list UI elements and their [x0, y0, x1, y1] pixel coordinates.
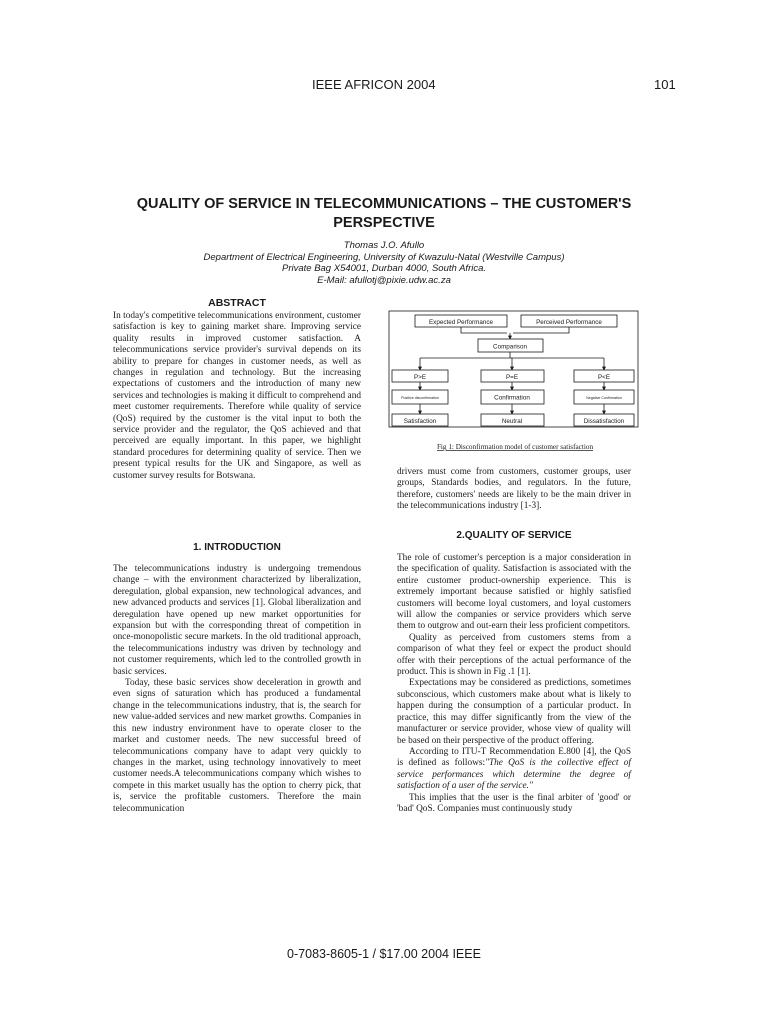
label-confirmation: Confirmation	[494, 394, 530, 402]
intro-body	[113, 564, 361, 815]
connector-expected	[461, 327, 507, 333]
author-address: Private Bag X54001, Durban 4000, South Africa.	[281, 263, 487, 274]
continuation-paragraph: drivers must come from customers, customer groups, user groups, Standards bodies, and regulators. In the future, therefore, customers' needs are likely to be the main driver in the telecommunications industry [1-3].	[397, 467, 631, 512]
e800-intro: According to ITU-T Recommendation E.800 [4], the QoS is defined as follows:	[397, 746, 631, 769]
abstract-heading: ABSTRACT	[208, 297, 266, 309]
label-p-gt-e: P>E	[413, 374, 427, 381]
author-block	[100, 240, 668, 286]
label-p-eq-e: P=E	[505, 374, 519, 381]
intro-heading: 1. INTRODUCTION	[193, 542, 281, 553]
paper-title	[100, 195, 668, 233]
qos-paragraph-2: Quality as perceived from customers stems from a comparison of what they feel or expect the product should offer with their perceptions of the actual performance of the product. This is shown in Fig .1 [1].	[397, 632, 631, 678]
label-perceived-performance: Perceived Performance	[536, 319, 602, 326]
intro-paragraph-1: The telecommunications industry is undergoing tremendous change – with the environment characterized by liberalization, deregulation, global expansion, new technological advances, and new advanced products and services [1]. Global liberalization and deregulation have opened up new market opportunities for expansion but with the corresponding threat of competition in once-monopolistic secure markets. In the old traditional approach, the telecommunications industry was driven by technology and not customer requirements, which led to the controlled growth in basic services.	[113, 564, 361, 677]
author-email: E-Mail: afullotj@pixie.udw.ac.za	[317, 274, 451, 286]
abstract-body	[113, 311, 361, 482]
qos-paragraph-3: Expectations may be considered as predictions, sometimes subconscious, which customers make about what is likely to happen during the consumption of a particular product. In practice, this may differ significantly from the view of the manufacturer or service provider, whose view of quality will be based on their perspective of the product offering.	[397, 678, 631, 746]
author-name: Thomas J.O. Afullo	[343, 240, 425, 251]
figure-caption: Fig 1: Disconfirmation model of customer satisfaction	[436, 443, 594, 451]
qos-heading: 2.QUALITY OF SERVICE	[456, 530, 572, 541]
running-head: IEEE AFRICON 2004	[312, 77, 436, 92]
label-p-lt-e: P<E	[597, 374, 611, 381]
e800-definition: "The QoS is the collective effect of service performances which determine the degree of satisfaction of a user of the service."	[397, 758, 631, 792]
connector-perceived	[513, 327, 569, 333]
footer-isbn: 0-7083-8605-1 / $17.00 2004 IEEE	[287, 947, 481, 961]
author-dept: Department of Electrical Engineering, University of Kwazulu-Natal (Westville Campus)	[203, 251, 565, 263]
qos-paragraph-1: The role of customer's perception is a major consideration in the specification of quality. Satisfaction is associated with the entire customer product-ownership experience. This is extremely important because satisfied or highly satisfied customers will become loyal customers, and loyal customers will allow the companies or service providers which serve them to outgrow and out-earn their less proficient competitors.	[397, 553, 631, 632]
figure-frame	[389, 311, 638, 427]
label-satisfaction: Satisfaction	[403, 418, 437, 425]
abstract-text: In today's competitive telecommunications environment, customer satisfaction is key to gaining market share. Improving service quality results in improved customer satisfaction. A telecommunications service provider's survival depends on its ability to prepare for changes in customer needs, as well as changes in regulation and technology. But the increasing expectations of customers and the introduction of many new services and technologies is making it difficult to comprehend and meet customer requirements. Therefore while quality of service (QoS) required by the customer is the vital input to both the service provider and the regulator, the QoS achieved and that perceived are equally important. In this paper, we highlight standard procedures for determining quality of service. Then we present typical results for the UK and Singapore, as well as customer survey results for Botswana.	[113, 311, 361, 481]
title-line-2: PERSPECTIVE	[333, 215, 435, 231]
label-positive-disconfirmation: Positive disconfirmation	[401, 396, 439, 400]
qos-body	[397, 553, 631, 815]
intro-paragraph-2: Today, these basic services show deceleration in growth and even signs of saturation which has produced a fundamental change in the telecommunications industry, that is, the search for new value-added services and new market growths. Companies in this new industry environment have to operate closer to the market and customer needs. The new successful breed of telecommunications company have to adapt very quickly to changes in the market, using technology innovatively to meet customer needs.A telecommunications company which wishes to compete in this market usually has the option to cherry pick, that is, service the profitable customers. Therefore the main telecommunication	[113, 678, 361, 814]
label-comparison: Comparison	[493, 343, 527, 351]
label-dissatisfaction: Dissatisfaction	[583, 418, 625, 425]
title-line-1: QUALITY OF SERVICE IN TELECOMMUNICATIONS – THE CUSTOMER'S	[136, 196, 632, 212]
qos-paragraph-5: This implies that the user is the final arbiter of 'good' or 'bad' QoS. Companies must continuously study	[397, 792, 631, 814]
disconfirmation-diagram	[387, 308, 642, 456]
label-negative-confirmation: Negative Confirmation	[586, 396, 622, 400]
qos-paragraph-4	[397, 747, 631, 793]
label-neutral: Neutral	[501, 418, 523, 425]
right-column-continuation	[397, 467, 631, 513]
label-expected-performance: Expected Performance	[428, 319, 494, 326]
page-number: 101	[654, 77, 676, 92]
